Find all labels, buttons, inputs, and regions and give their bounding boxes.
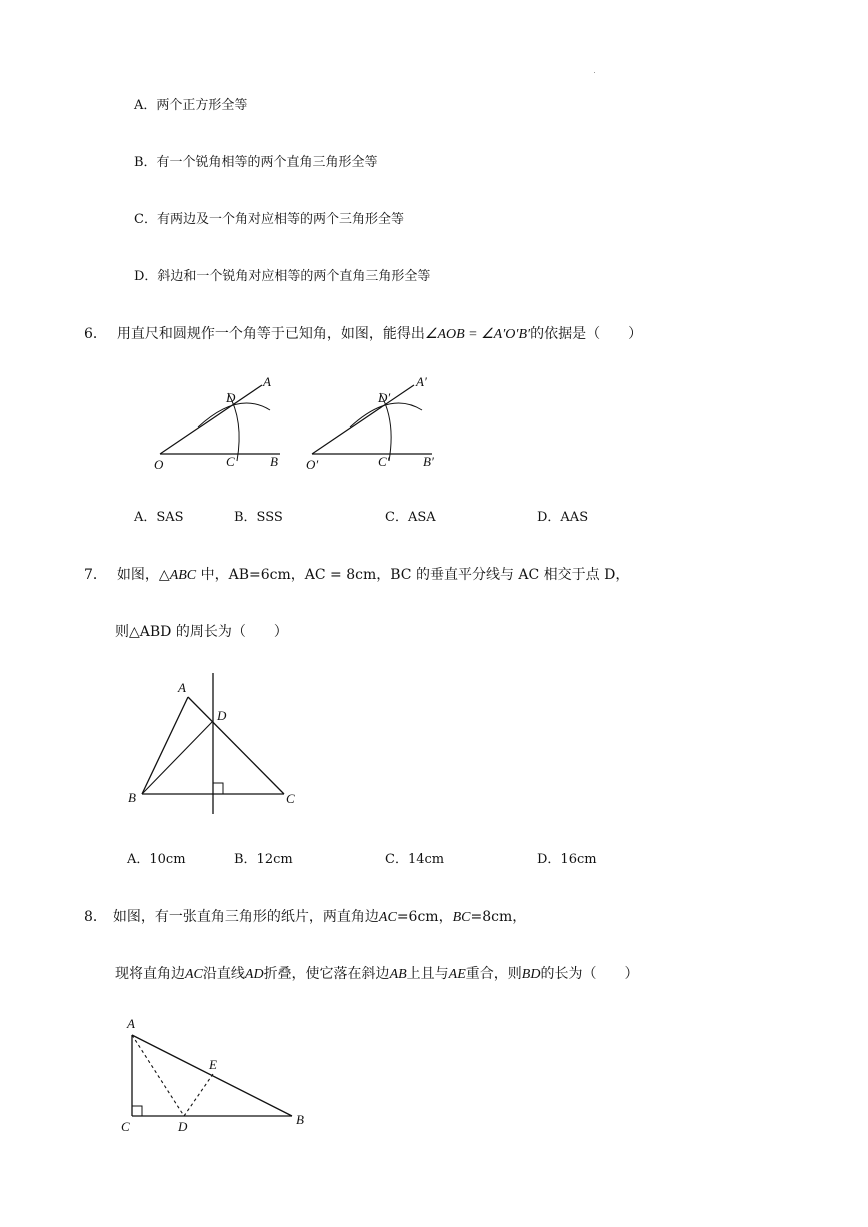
q6-left-label-c: C — [226, 454, 235, 469]
q8-text-b: =6cm， — [396, 909, 453, 925]
q8-l2-ad: AD — [244, 967, 264, 982]
q6-formula: ∠AOB = ∠A′O′B′ — [424, 327, 531, 342]
q7-stem-line2: 则△ABD 的周长为（ ） — [115, 624, 288, 640]
q6-right-label-a: A′ — [416, 374, 427, 389]
q7-option-b[interactable]: B．12cm — [234, 852, 293, 867]
q8-l2-f: 的长为（ ） — [540, 966, 639, 982]
q8-text-c: =8cm， — [470, 909, 527, 925]
q8-figure — [112, 1010, 312, 1140]
q6-option-c[interactable]: C．ASA — [385, 510, 436, 525]
q6-option-d[interactable]: D．AAS — [537, 510, 589, 525]
q6-stem-after: 的依据是（ ） — [530, 326, 643, 342]
q8-l2-c: 折叠，使它落在斜边 — [263, 966, 390, 982]
q6-left-label-a: A — [263, 374, 271, 389]
q7-option-a[interactable]: A．10cm — [127, 852, 186, 867]
q5-option-a[interactable]: A．两个正方形全等 — [134, 98, 248, 113]
q8-var-ac: AC — [378, 910, 397, 925]
q6-left-label-o: O — [154, 457, 164, 472]
q6-left-label-d: D — [226, 390, 236, 405]
q6-option-a[interactable]: A．SAS — [134, 510, 184, 525]
q6-option-b[interactable]: B．SSS — [234, 510, 283, 525]
q8-l2-e: 重合，则 — [465, 966, 522, 982]
q7-figure — [122, 668, 307, 818]
q8-text-a: 如图，有一张直角三角形的纸片，两直角边 — [112, 909, 379, 925]
q8-number: 8． — [84, 909, 107, 925]
q7-text-a: 如图，△ — [116, 567, 170, 583]
q6-stem-before: 用直尺和圆规作一个角等于已知角，如图，能得出 — [116, 326, 425, 342]
q8-l2-ac: AC — [185, 967, 203, 982]
q7-label-c: C — [286, 791, 295, 806]
q8-label-c: C — [121, 1119, 130, 1134]
q6-right-label-o: O′ — [306, 457, 319, 472]
q6-angle-left — [154, 374, 280, 472]
scan-speck — [594, 72, 595, 73]
q6-figure — [140, 365, 450, 480]
q7-option-c[interactable]: C．14cm — [385, 852, 445, 867]
q5-option-b[interactable]: B．有一个锐角相等的两个直角三角形全等 — [134, 155, 378, 170]
q8-label-e: E — [209, 1057, 217, 1072]
q6-left-label-b: B — [270, 454, 278, 469]
q5-option-d[interactable]: D．斜边和一个锐角对应相等的两个直角三角形全等 — [134, 269, 431, 284]
q8-l2-ae: AE — [448, 967, 466, 982]
q8-label-b: B — [296, 1112, 304, 1127]
q7-label-d: D — [217, 708, 227, 723]
q8-var-bc: BC — [452, 910, 471, 925]
q6-number: 6． — [84, 326, 107, 342]
q8-l2-ab: AB — [389, 967, 407, 982]
q7-number: 7． — [84, 567, 107, 583]
q8-stem-line2 — [115, 965, 638, 984]
q6-right-label-d: D′ — [378, 390, 391, 405]
q6-right-label-c: C′ — [378, 454, 390, 469]
q8-label-d: D — [178, 1119, 188, 1134]
q6-stem — [84, 325, 642, 344]
q6-right-label-b: B′ — [423, 454, 434, 469]
q7-option-d[interactable]: D．16cm — [537, 852, 597, 867]
q7-label-b: B — [128, 790, 136, 805]
q5-option-c[interactable]: C．有两边及一个角对应相等的两个三角形全等 — [134, 212, 404, 227]
q7-text-b: 中，AB=6cm，AC = 8cm，BC 的垂直平分线与 AC 相交于点 D， — [196, 567, 630, 583]
q8-l2-a: 现将直角边 — [115, 966, 185, 982]
q7-triangle-name: ABC — [169, 568, 197, 583]
q7-stem-line1 — [84, 566, 629, 585]
q8-stem-line1 — [84, 908, 526, 927]
q8-label-a: A — [127, 1016, 135, 1031]
q6-angle-right — [306, 374, 434, 472]
q8-l2-d: 上且与 — [406, 966, 449, 982]
q7-label-a: A — [178, 680, 186, 695]
q8-l2-b: 沿直线 — [202, 966, 245, 982]
q8-l2-bd: BD — [521, 967, 541, 982]
